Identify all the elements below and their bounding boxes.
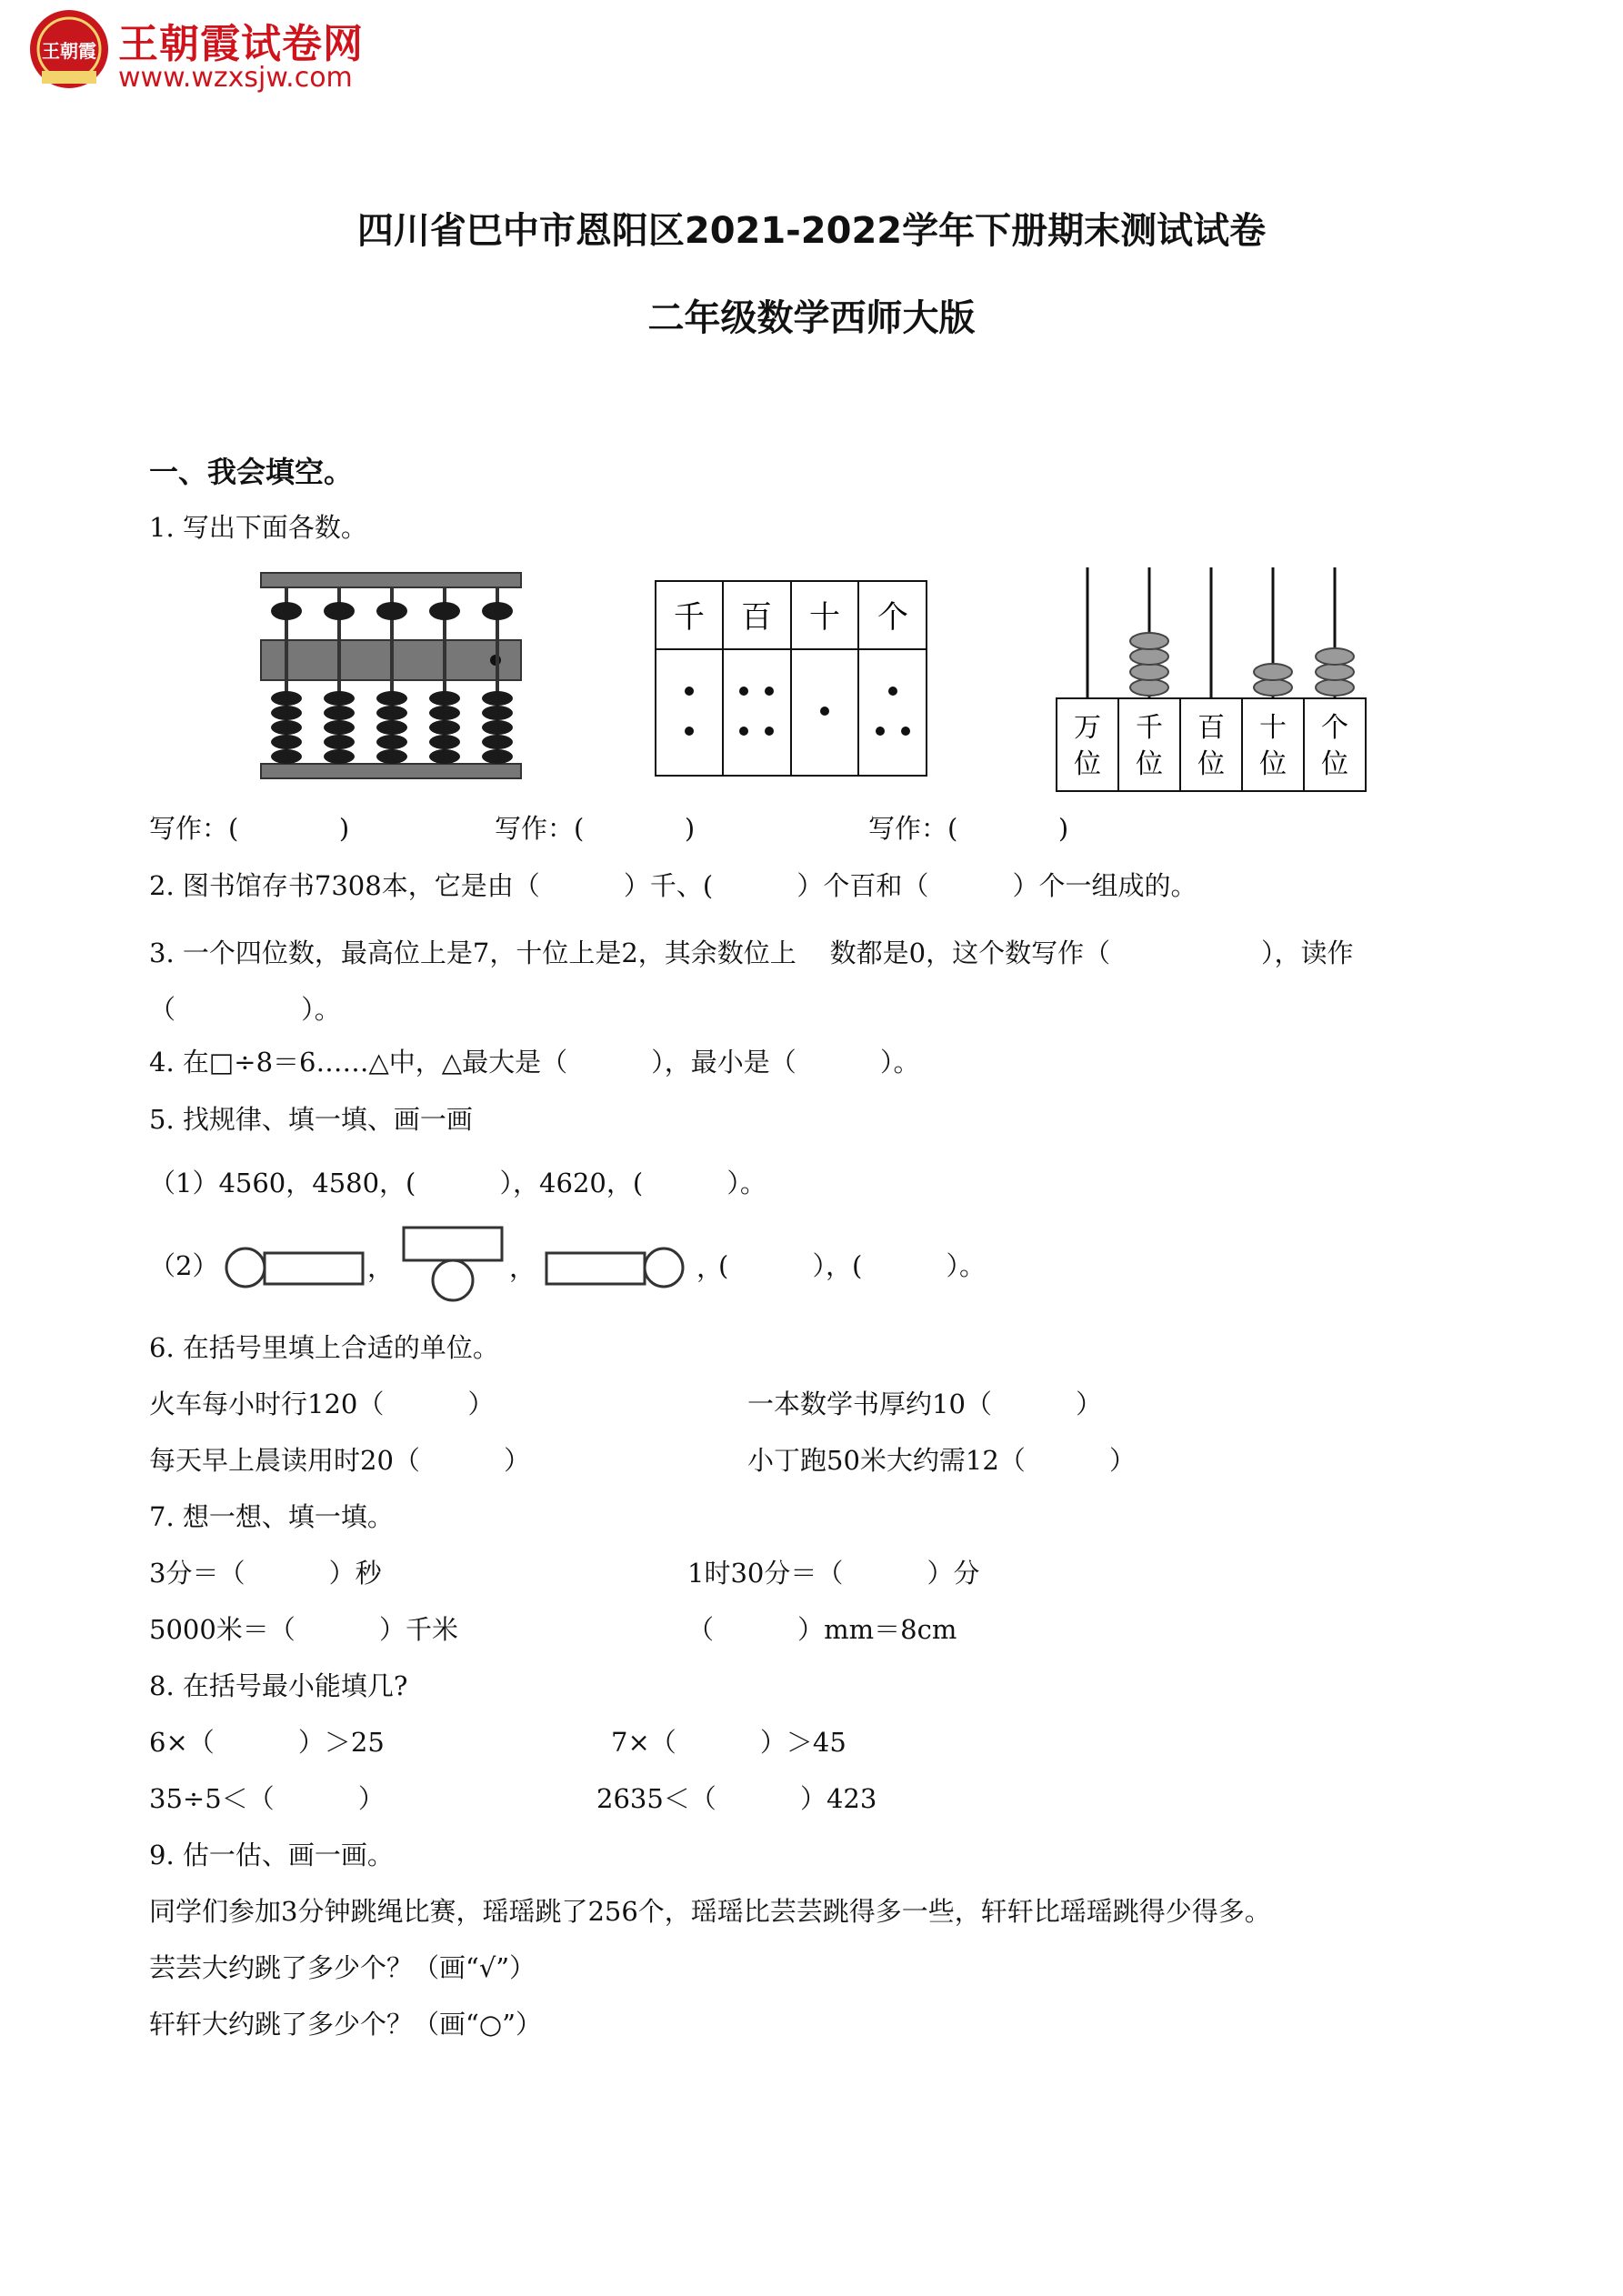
- page-subtitle: 二年级数学西师大版: [647, 297, 976, 339]
- q8-item-a: 6×（ ）＞25: [149, 1727, 385, 1758]
- q3-line2: （ ）。: [149, 994, 341, 1025]
- lower-bead: [271, 691, 302, 706]
- q3-line1: 3. 一个四位数，最高位上是7，十位上是2，其余数位上 数都是0，这个数写作（ ），读作: [149, 937, 1354, 968]
- q8-item-c: 35÷5＜（ ）: [149, 1783, 385, 1814]
- q6-item-a: 火车每小时行120（ ）: [149, 1389, 495, 1419]
- counting-bead: [1130, 648, 1168, 665]
- q1-answer-1: 写作：( ): [149, 813, 350, 844]
- q7-item-d: （ ）mm＝8cm: [687, 1614, 957, 1645]
- place-label-char: 百: [1197, 712, 1225, 744]
- page-title: 四川省巴中市恩阳区2021-2022学年下册期末测试试卷: [356, 210, 1267, 252]
- lower-bead: [482, 720, 513, 735]
- lower-bead: [482, 691, 513, 706]
- lower-bead: [376, 735, 407, 749]
- lower-bead: [429, 749, 460, 764]
- brand-url[interactable]: www.wzxsjw.com: [118, 62, 353, 94]
- table-header-ones: 个: [877, 599, 908, 636]
- place-dot: [765, 687, 774, 696]
- lower-bead: [429, 691, 460, 706]
- counting-bead: [1254, 664, 1292, 680]
- table-header-thousands: 千: [674, 599, 705, 636]
- counting-bead: [1316, 679, 1354, 696]
- q7-stem: 7. 想一想、填一填。: [149, 1501, 394, 1532]
- counting-bead: [1316, 664, 1354, 680]
- lower-bead: [324, 720, 355, 735]
- lower-bead: [376, 691, 407, 706]
- place-dot: [739, 727, 748, 736]
- q8-stem: 8. 在括号最小能填几?: [149, 1670, 408, 1701]
- q8-item-b: 7×（ ）＞45: [611, 1727, 847, 1758]
- lower-bead: [376, 749, 407, 764]
- lower-bead: [324, 735, 355, 749]
- upper-bead: [271, 602, 302, 620]
- counting-abacus-figure: [1055, 564, 1378, 797]
- q1-stem: 1. 写出下面各数。: [149, 512, 367, 543]
- place-dot: [888, 687, 897, 696]
- lower-bead: [482, 735, 513, 749]
- counting-bead: [1130, 679, 1168, 696]
- q9-line3: 轩轩大约跳了多少个？（画“○”）: [149, 2009, 542, 2040]
- counting-abacus: [1057, 567, 1366, 791]
- q5-sub1: （1）4560，4580，( ），4620，( ）。: [149, 1168, 766, 1198]
- brand-name: 王朝霞试卷网: [118, 21, 364, 67]
- lower-bead: [376, 706, 407, 720]
- q7-item-a: 3分＝（ ）秒: [149, 1558, 382, 1589]
- section-heading: 一、我会填空。: [149, 455, 354, 489]
- place-dot: [739, 687, 748, 696]
- place-label-char: 位: [1136, 748, 1163, 780]
- lower-bead: [429, 735, 460, 749]
- place-label-char: 位: [1074, 748, 1101, 780]
- lower-bead: [324, 749, 355, 764]
- table-header-tens: 十: [809, 599, 840, 636]
- seal-icon: [27, 7, 111, 91]
- q9-stem: 9. 估一估、画一画。: [149, 1840, 394, 1870]
- q9-line1: 同学们参加3分钟跳绳比赛，瑶瑶跳了256个，瑶瑶比芸芸跳得多一些，轩轩比瑶瑶跳得少得多。: [149, 1896, 1271, 1927]
- q6-item-b: 一本数学书厚约10（ ）: [747, 1389, 1103, 1419]
- q5-pattern-shapes: [224, 1224, 696, 1315]
- place-label-char: 位: [1321, 748, 1348, 780]
- place-label-char: 千: [1136, 712, 1163, 744]
- table-header-hundreds: 百: [741, 599, 772, 636]
- upper-bead: [324, 602, 355, 620]
- q2-text: 2. 图书馆存书7308本，它是由（ ）千、( ）个百和（ ）个一组成的。: [149, 870, 1197, 901]
- place-dot: [765, 727, 774, 736]
- place-dot: [901, 727, 910, 736]
- seal-text: 王朝霞: [42, 40, 96, 62]
- counting-bead: [1254, 679, 1292, 696]
- place-label-char: 位: [1197, 748, 1225, 780]
- q9-line2: 芸芸大约跳了多少个？（画“√”）: [149, 1952, 536, 1983]
- place-dot: [685, 687, 694, 696]
- place-label-char: 十: [1259, 712, 1287, 744]
- lower-bead: [271, 720, 302, 735]
- q4-text: 4. 在□÷8＝6……△中，△最大是（ ），最小是（ ）。: [149, 1047, 920, 1078]
- upper-bead: [429, 602, 460, 620]
- upper-bead: [376, 602, 407, 620]
- q1-answer-3: 写作：( ): [868, 813, 1069, 844]
- counting-bead: [1130, 664, 1168, 680]
- counting-bead: [1316, 648, 1354, 665]
- q5-sub2-label: （2）: [149, 1250, 219, 1281]
- lower-bead: [429, 706, 460, 720]
- abacus-frame-figure: [259, 571, 532, 782]
- lower-bead: [324, 706, 355, 720]
- q5-sub2-answers: ( ），( ）。: [718, 1250, 986, 1281]
- place-label-char: 位: [1259, 748, 1287, 780]
- upper-bead: [482, 602, 513, 620]
- place-value-table: [655, 580, 929, 778]
- q8-item-d: 2635＜（ ）423: [596, 1783, 877, 1814]
- lower-bead: [376, 720, 407, 735]
- place-dot: [820, 707, 829, 716]
- counting-bead: [1130, 633, 1168, 649]
- q5-comma-2: ，: [509, 1252, 536, 1283]
- q6-item-d: 小丁跑50米大约需12（ ）: [747, 1445, 1136, 1476]
- lower-bead: [482, 749, 513, 764]
- q7-item-b: 1时30分＝（ ）分: [687, 1558, 980, 1589]
- lower-bead: [271, 749, 302, 764]
- place-label-char: 个: [1321, 712, 1348, 744]
- place-label-char: 万: [1074, 712, 1101, 744]
- lower-bead: [271, 706, 302, 720]
- place-dot: [876, 727, 885, 736]
- q5-stem: 5. 找规律、填一填、画一画: [149, 1104, 473, 1135]
- q1-answer-2: 写作：( ): [495, 813, 696, 844]
- lower-bead: [482, 706, 513, 720]
- place-dot: [685, 727, 694, 736]
- lower-bead: [324, 691, 355, 706]
- q7-item-c: 5000米＝（ ）千米: [149, 1614, 458, 1645]
- q5-comma-1: ，: [367, 1252, 395, 1283]
- lower-bead: [271, 735, 302, 749]
- q5-comma-3: ，: [696, 1252, 724, 1283]
- q6-stem: 6. 在括号里填上合适的单位。: [149, 1332, 499, 1363]
- q6-item-c: 每天早上晨读用时20（ ）: [149, 1445, 531, 1476]
- lower-bead: [429, 720, 460, 735]
